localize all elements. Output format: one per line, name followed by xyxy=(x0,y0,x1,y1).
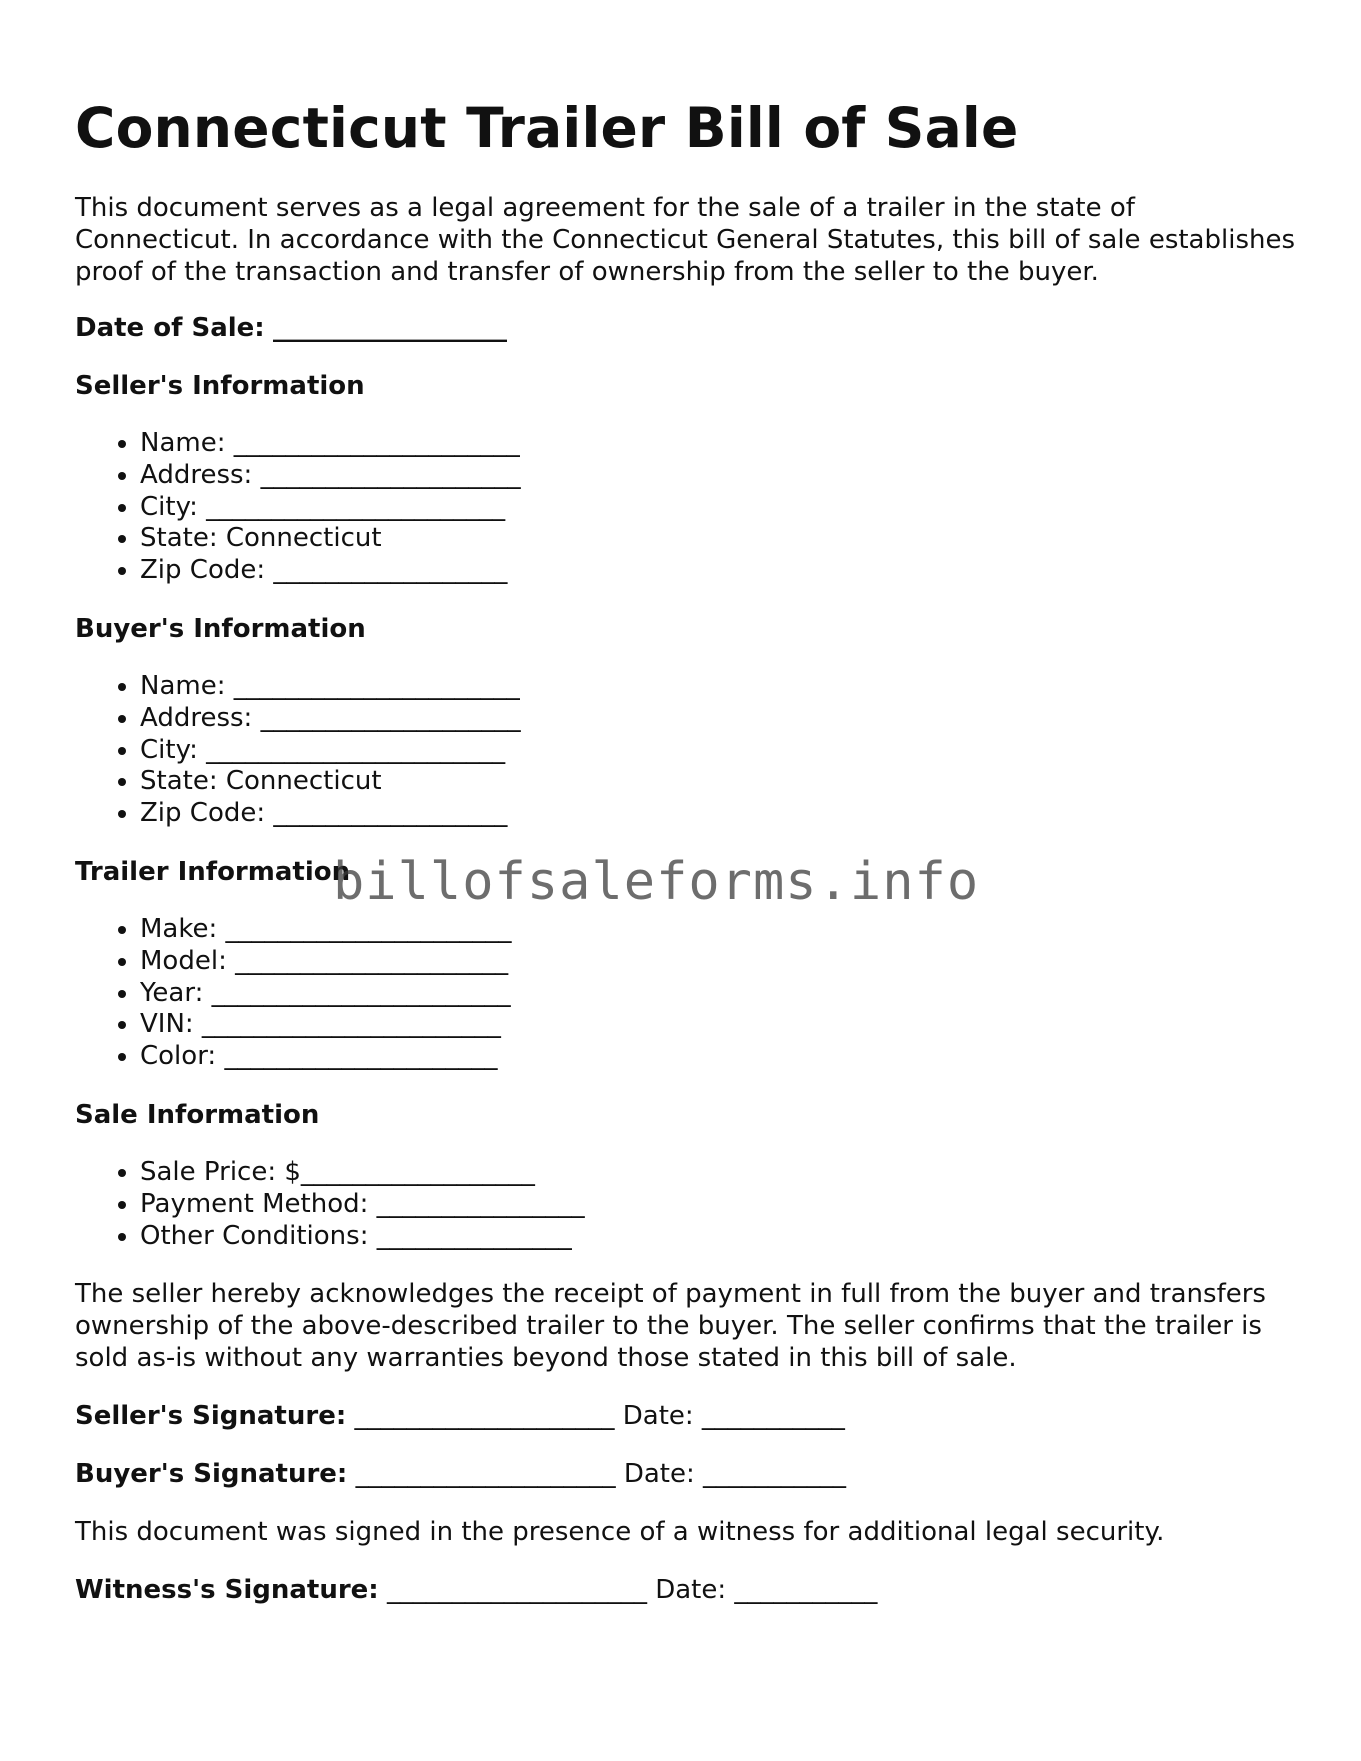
trailer-year-item: • Year: _______________________ xyxy=(140,978,1295,1010)
buyer-info-list xyxy=(75,671,1295,830)
acknowledgement-paragraph: The seller hereby acknowledges the receipt of payment in full from the buyer and transfers ownership of the above-described trailer to the buyer. The seller confirms that the trailer is sold as-is without any warranties beyond those stated in this bill of sale. xyxy=(75,1279,1266,1374)
witness-signature-blanks: ____________________ Date: ___________ xyxy=(386,1575,878,1606)
witness-signature-label: Witness's Signature: xyxy=(75,1575,379,1606)
seller-signature-label: Seller's Signature: xyxy=(75,1401,347,1432)
trailer-info-heading: Trailer Information xyxy=(75,856,351,887)
buyer-signature-blanks: ____________________ Date: ___________ xyxy=(355,1459,847,1490)
trailer-vin-item: • VIN: _______________________ xyxy=(140,1009,1295,1041)
date-of-sale-line xyxy=(75,312,1295,344)
buyer-signature-line xyxy=(75,1458,1295,1490)
buyer-address-item: • Address: ____________________ xyxy=(140,703,1295,735)
buyer-city-item: • City: _______________________ xyxy=(140,735,1295,767)
seller-name-item: • Name: ______________________ xyxy=(140,428,1295,460)
buyer-name-item: • Name: ______________________ xyxy=(140,671,1295,703)
watermark-text: billofsaleforms.info xyxy=(333,852,980,912)
page-title: Connecticut Trailer Bill of Sale xyxy=(75,96,1019,160)
date-of-sale-blank: __________________ xyxy=(272,313,507,343)
sale-info-heading: Sale Information xyxy=(75,1099,320,1130)
trailer-info-list xyxy=(75,914,1295,1073)
payment-method-item: • Payment Method: ________________ xyxy=(140,1189,1295,1221)
date-of-sale-label: Date of Sale: xyxy=(75,313,265,343)
seller-signature-blanks: ____________________ Date: ___________ xyxy=(354,1401,845,1432)
intro-paragraph: This document serves as a legal agreement for the sale of a trailer in the state of Connecticut. In accordance with the Connecticut General Statutes, this bill of sale establishes proof of the transaction and transfer of ownership from the seller to the buyer. xyxy=(75,193,1296,287)
trailer-make-item: • Make: ______________________ xyxy=(140,914,1295,946)
sale-price-item: • Sale Price: $__________________ xyxy=(140,1157,1295,1189)
buyer-info-heading: Buyer's Information xyxy=(75,613,366,644)
seller-signature-line xyxy=(75,1400,1295,1432)
witness-signature-line xyxy=(75,1574,1295,1606)
other-conditions-item: • Other Conditions: _______________ xyxy=(140,1221,1295,1253)
trailer-model-item: • Model: _____________________ xyxy=(140,946,1295,978)
seller-info-list xyxy=(75,428,1295,587)
witness-note: This document was signed in the presence of a witness for additional legal security. xyxy=(75,1517,1165,1548)
seller-info-heading: Seller's Information xyxy=(75,371,365,401)
buyer-signature-label: Buyer's Signature: xyxy=(75,1459,348,1490)
buyer-zip-item: • Zip Code: __________________ xyxy=(140,798,1295,830)
trailer-color-item: • Color: _____________________ xyxy=(140,1041,1295,1073)
buyer-state-item: • State: Connecticut xyxy=(140,766,1295,798)
sale-info-list xyxy=(75,1157,1295,1252)
seller-state-item: • State: Connecticut xyxy=(140,523,1295,555)
seller-zip-item: • Zip Code: __________________ xyxy=(140,555,1295,587)
seller-city-item: • City: _______________________ xyxy=(140,492,1295,524)
seller-address-item: • Address: ____________________ xyxy=(140,460,1295,492)
document-page xyxy=(75,0,1295,1606)
